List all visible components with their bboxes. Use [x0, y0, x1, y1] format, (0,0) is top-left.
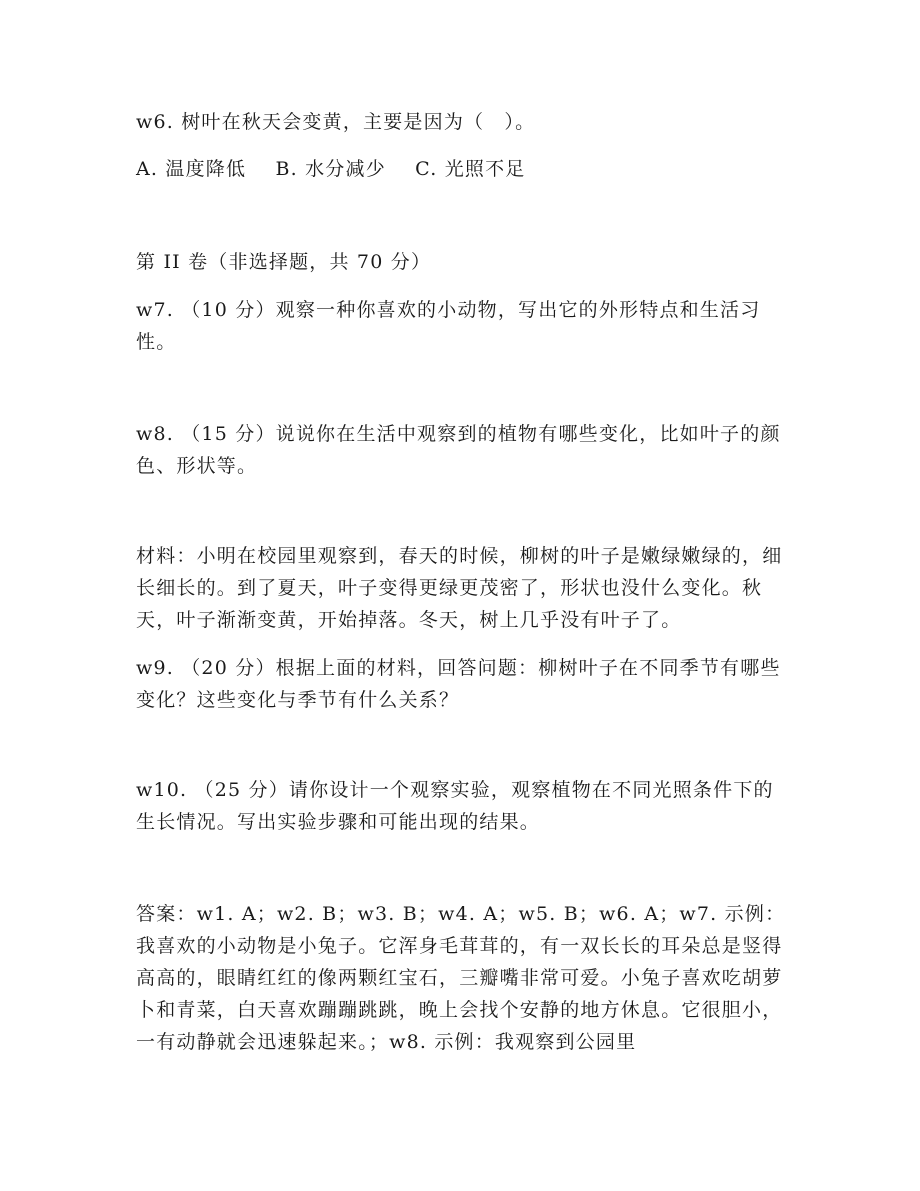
- question-6-stem: w6. 树叶在秋天会变黄，主要是因为（ ）。: [136, 111, 536, 133]
- answer-key: 答案：w1. A；w2. B；w3. B；w4. A；w5. B；w6. A；w7. 示例：我喜欢的小动物是小兔子。它浑身毛茸茸的，有一双长长的耳朵总是竖得高高的，眼睛红红的像两颗红宝石，三瓣嘴非常可爱。小兔子喜欢吃胡萝卜和青菜，白天喜欢蹦蹦跳跳，晚上会找个安静的地方休息。它很胆小，一有动静就会迅速躲起来。；w8. 示例：我观察到公园里: [136, 903, 786, 1053]
- option-b: B. 水分减少: [275, 158, 386, 180]
- option-c: C. 光照不足: [415, 158, 526, 180]
- question-6-options: [136, 155, 796, 183]
- question-8: w8. （15 分）说说你在生活中观察到的植物有哪些变化，比如叶子的颜色、形状等。: [136, 423, 781, 477]
- question-9: w9. （20 分）根据上面的材料，回答问题：柳树叶子在不同季节有哪些变化？这些变化与季节有什么关系？: [136, 657, 781, 711]
- section-2-title: 第 II 卷（非选择题，共 70 分）: [136, 251, 432, 273]
- question-10: w10. （25 分）请你设计一个观察实验，观察植物在不同光照条件下的生长情况。写出实验步骤和可能出现的结果。: [136, 779, 774, 833]
- material-passage: 材料：小明在校园里观察到，春天的时候，柳树的叶子是嫩绿嫩绿的，细长细长的。到了夏天，叶子变得更绿更茂密了，形状也没什么变化。秋天，叶子渐渐变黄，开始掉落。冬天，树上几乎没有叶子了。: [136, 545, 783, 631]
- option-a: A. 温度降低: [136, 158, 247, 180]
- question-7: w7. （10 分）观察一种你喜欢的小动物，写出它的外形特点和生活习性。: [136, 299, 761, 353]
